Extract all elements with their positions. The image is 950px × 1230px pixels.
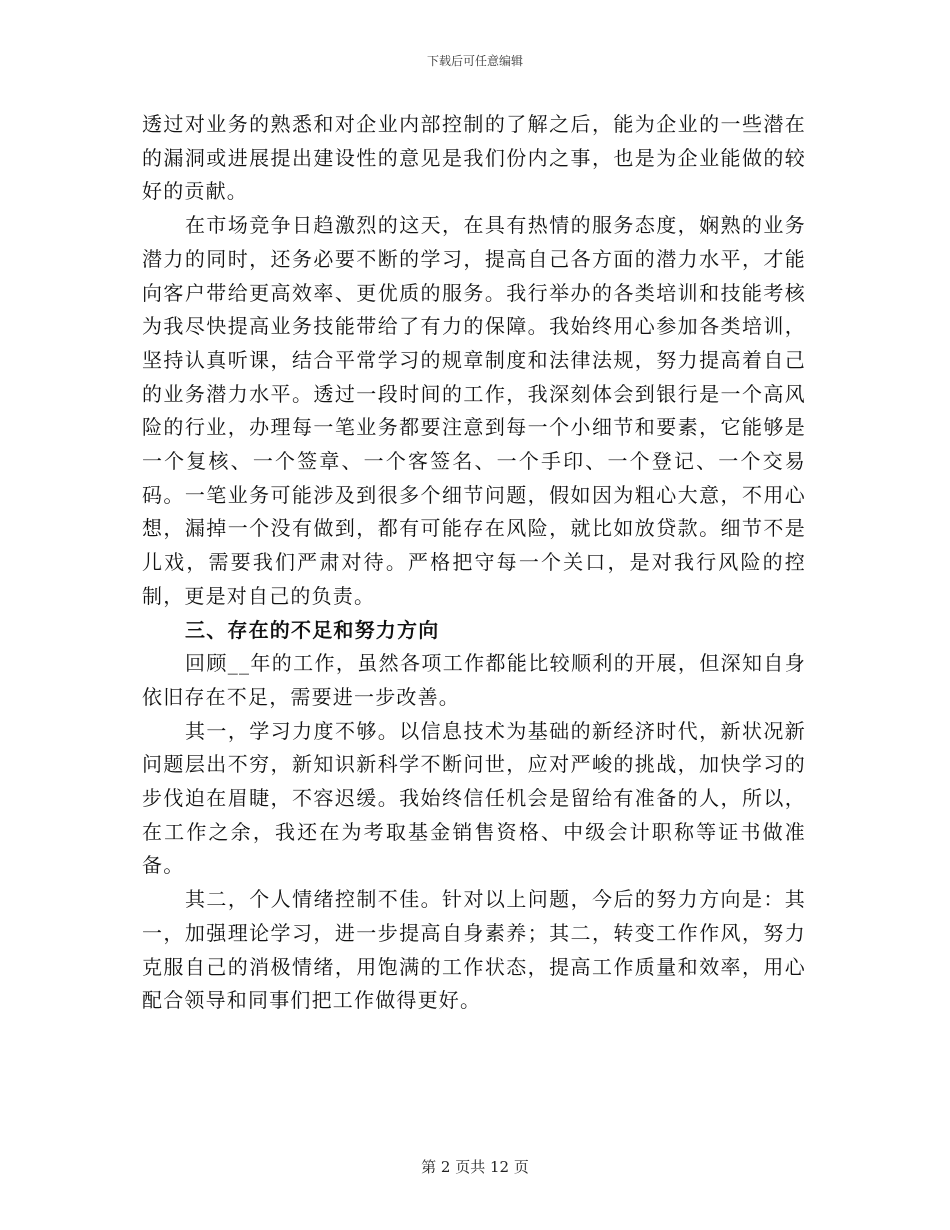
paragraph-3: 回顾__年的工作，虽然各项工作都能比较顺利的开展，但深知自身依旧存在不足，需要进一步改善。	[142, 651, 806, 709]
paragraph-2: 在市场竞争日趋激烈的这天，在具有热情的服务态度，娴熟的业务潜力的同时，还务必要不断的学习，提高自己各方面的潜力水平，才能向客户带给更高效率、更优质的服务。我行举办的各类培训和技能考核为我尽快提高业务技能带给了有力的保障。我始终用心参加各类培训，坚持认真听课，结合平常学习的规章制度和法律法规，努力提高着自己的业务潜力水平。透过一段时间的工作，我深刻体会到银行是一个高风险的行业，办理每一笔业务都要注意到每一个小细节和要素，它能够是一个复核、一个签章、一个客签名、一个手印、一个登记、一个交易码。一笔业务可能涉及到很多个细节问题，假如因为粗心大意，不用心想，漏掉一个没有做到，都有可能存在风险，就比如放贷款。细节不是儿戏，需要我们严肃对待。严格把守每一个关口，是对我行风险的控制，更是对自己的负责。	[142, 213, 806, 608]
page-footer: 第 2 页共 12 页	[421, 1158, 529, 1176]
section-heading-3: 三、存在的不足和努力方向	[185, 617, 440, 642]
document-body	[142, 108, 806, 1018]
page-header: 下载后可任意编辑	[426, 54, 523, 68]
paragraph-4: 其一，学习力度不够。以信息技术为基础的新经济时代，新状况新问题层出不穷，新知识新科学不断问世，应对严峻的挑战，加快学习的步伐迫在眉睫，不容迟缓。我始终信任机会是留给有准备的人，所以，在工作之余，我还在为考取基金销售资格、中级会计职称等证书做准备。	[142, 718, 806, 878]
paragraph-5: 其二，个人情绪控制不佳。针对以上问题，今后的努力方向是：其一，加强理论学习，进一步提高自身素养；其二，转变工作作风，努力克服自己的消极情绪，用饱满的工作状态，提高工作质量和效率，用心配合领导和同事们把工作做得更好。	[142, 887, 806, 1013]
paragraph-1: 透过对业务的熟悉和对企业内部控制的了解之后，能为企业的一些潜在的漏洞或进展提出建设性的意见是我们份内之事，也是为企业能做的较好的贡献。	[142, 112, 806, 204]
